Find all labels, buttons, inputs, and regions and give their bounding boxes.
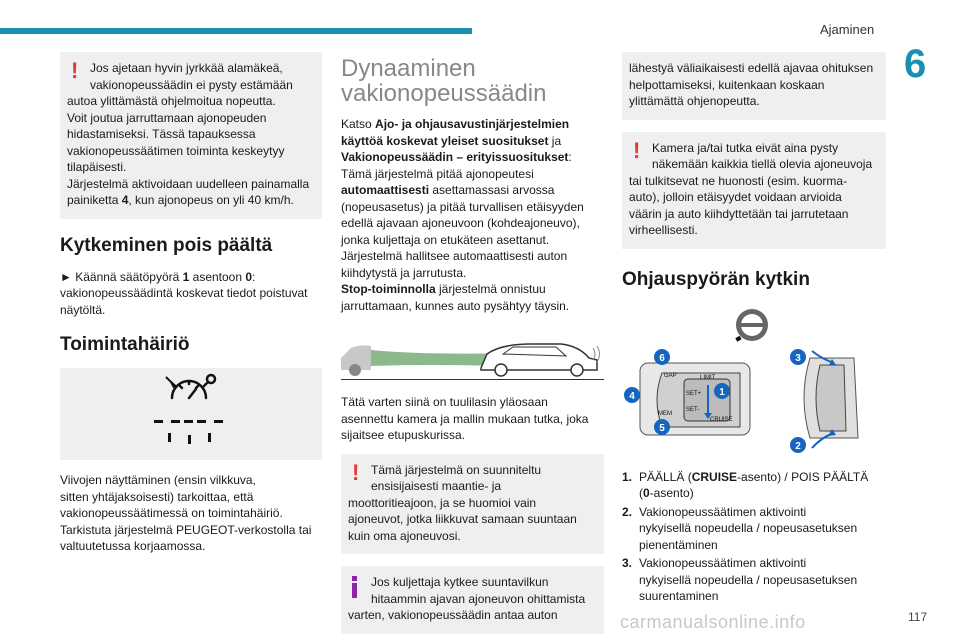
dynamic-body-text: Tämä järjestelmä pitää ajonopeutesi automaattisesti asettamassasi arvossa (nopeusasetus) ja pitää turvallisen etäisyyden edellä ajavaan ajoneuvoon (kohdeajoneuvo), jonka kuljettaja on etukäteen asettanut. Järjestelmä hallitsee automaattisesti auton kiihdytystä ja jarrutusta. Stop-toiminnolla järjestelmä onnistuu jarruttamaan, kunnes auto pysähtyy täysin. [341,166,584,313]
intro-text: Katso Ajo- ja ohjausavustinjärjestelmien käyttöä koskevat yleiset suositukset ja Vakionopeussäädin – erityissuositukset: [341,117,572,164]
page-number: 117 [908,610,928,624]
warning-exclamation-icon: ! [633,137,641,163]
heading-dynamic-cruise: Dynaaminen vakionopeussäädin [341,55,547,107]
label-set-minus: SET- [686,406,700,413]
warning-box-downhill: ! Jos ajetaan hyvin jyrkkää alamäkeä, vakionopeussäädin ei pysty estämään autoa ylittämästä ohjelmoitua nopeutta. Voit joutua jarruttamaan ajonopeuden hidastamiseksi. Tässä tapauksessa vakionopeussäätimen toiminta keskeytyy tilapäisesti. Järjestelmä aktivoidaan uudelleen painamalla painiketta 4, kun ajonopeus on yli 40 km/h. [60,52,322,219]
callout-2 [790,437,806,453]
info-box-overtake-continued: lähestyä väliaikaisesti edellä ajavaa ohituksen helpottamiseksi, kuitenkaan koskaan ylittämättä ohjenopeutta. [622,52,886,120]
label-limit: LIMIT [700,374,716,381]
heading-malfunction: Toimintahäiriö [60,334,190,355]
info-icon [352,576,358,596]
header-accent-bar [0,28,472,34]
label-set-plus: SET+ [686,390,702,397]
svg-text:1: 1 [719,386,725,398]
watermark: carmanualsonline.info [620,612,806,632]
steering-switch-figure [622,303,886,453]
callout-5 [654,419,670,435]
callout-3 [790,349,806,365]
warning-exclamation-icon: ! [352,459,360,485]
switch-function-list [622,469,886,605]
cruise-stalk-diagram [622,303,886,453]
list-item: 2. Vakionopeussäätimen aktivointi nykyisellä nopeudella / nopeusasetuksen pienentäminen [622,504,858,552]
svg-text:6: 6 [659,352,665,364]
camera-radar-text: Tätä varten siinä on tuulilasin yläosaan asennettu kamera ja mallin mukaan tutka, joka sijaitsee etupuskurissa. [341,395,589,442]
road-line [341,379,604,380]
label-cruise: CRUISE [710,416,733,423]
callout-4 [624,387,640,403]
column-2 [341,52,604,640]
callout-1 [714,383,730,399]
vehicle-distance-figure [341,330,604,380]
info-box-overtake: Jos kuljettaja kytkee suuntavilkun hitaammin ajavan ajoneuvon ohittamista varten, vakionopeussäädin antaa auton [341,566,604,634]
callout-6 [654,349,670,365]
column-3 [622,52,886,607]
label-mem: MEM [658,410,672,417]
list-item: 1. PÄÄLLÄ (CRUISE-asento) / POIS PÄÄLTÄ (0-asento) [622,469,869,500]
svg-text:5: 5 [659,422,665,434]
cruise-fault-gauge-icon [60,368,322,460]
malfunction-display-figure [60,368,322,460]
heading-switch-off: Kytkeminen pois päältä [60,234,273,256]
list-item: 3. Vakionopeussäätimen aktivointi nykyisellä nopeudella / nopeusasetuksen suurentaminen [622,556,858,603]
section-title: Ajaminen [820,22,875,37]
warning-box-camera-radar: ! Kamera ja/tai tutka eivät aina pysty näkemään kaikkia tiellä olevia ajoneuvoja tai tulkitsevat ne huonosti (esim. kuorma- auto), jolloin etäisyydet voidaan arvioida väärin ja auto kiihdyttetään tai jarrutetaan virheellisesti. [622,132,886,249]
warning-exclamation-icon: ! [71,58,79,83]
column-1 [60,52,322,565]
svg-text:3: 3 [795,352,801,364]
chapter-number: 6 [904,42,927,86]
two-cars-illustration [341,330,604,380]
heading-steering-switch: Ohjauspyörän kytkin [622,268,810,290]
svg-text:2: 2 [795,440,801,452]
steering-wheel-icon [735,309,768,342]
warning-box-road-use: ! Tämä järjestelmä on suunniteltu ensisijaisesti maantie- ja moottoritieajoon, ja se huomioi vain ajoneuvot, jotka liikkuvat samaan suuntaan kuin oma ajoneuvosi. [341,454,604,555]
svg-text:4: 4 [629,390,635,402]
malfunction-text: Viivojen näyttäminen (ensin vilkkuva, sitten yhtäjaksoisesti) tarkoittaa, että vakionopeussäätimessä on toimintahäiriö. Tarkistuta järjestelmä PEUGEOT-verkostolla tai valtuutetussa korjaamossa. [60,473,312,553]
switch-off-text: ► Käännä säätöpyörä 1 asentoon 0: vakionopeussäädintä koskevat tiedot poistuvat näytöltä. [60,269,308,317]
stalk-side-view [804,351,858,448]
label-gap: GAP [664,372,677,379]
